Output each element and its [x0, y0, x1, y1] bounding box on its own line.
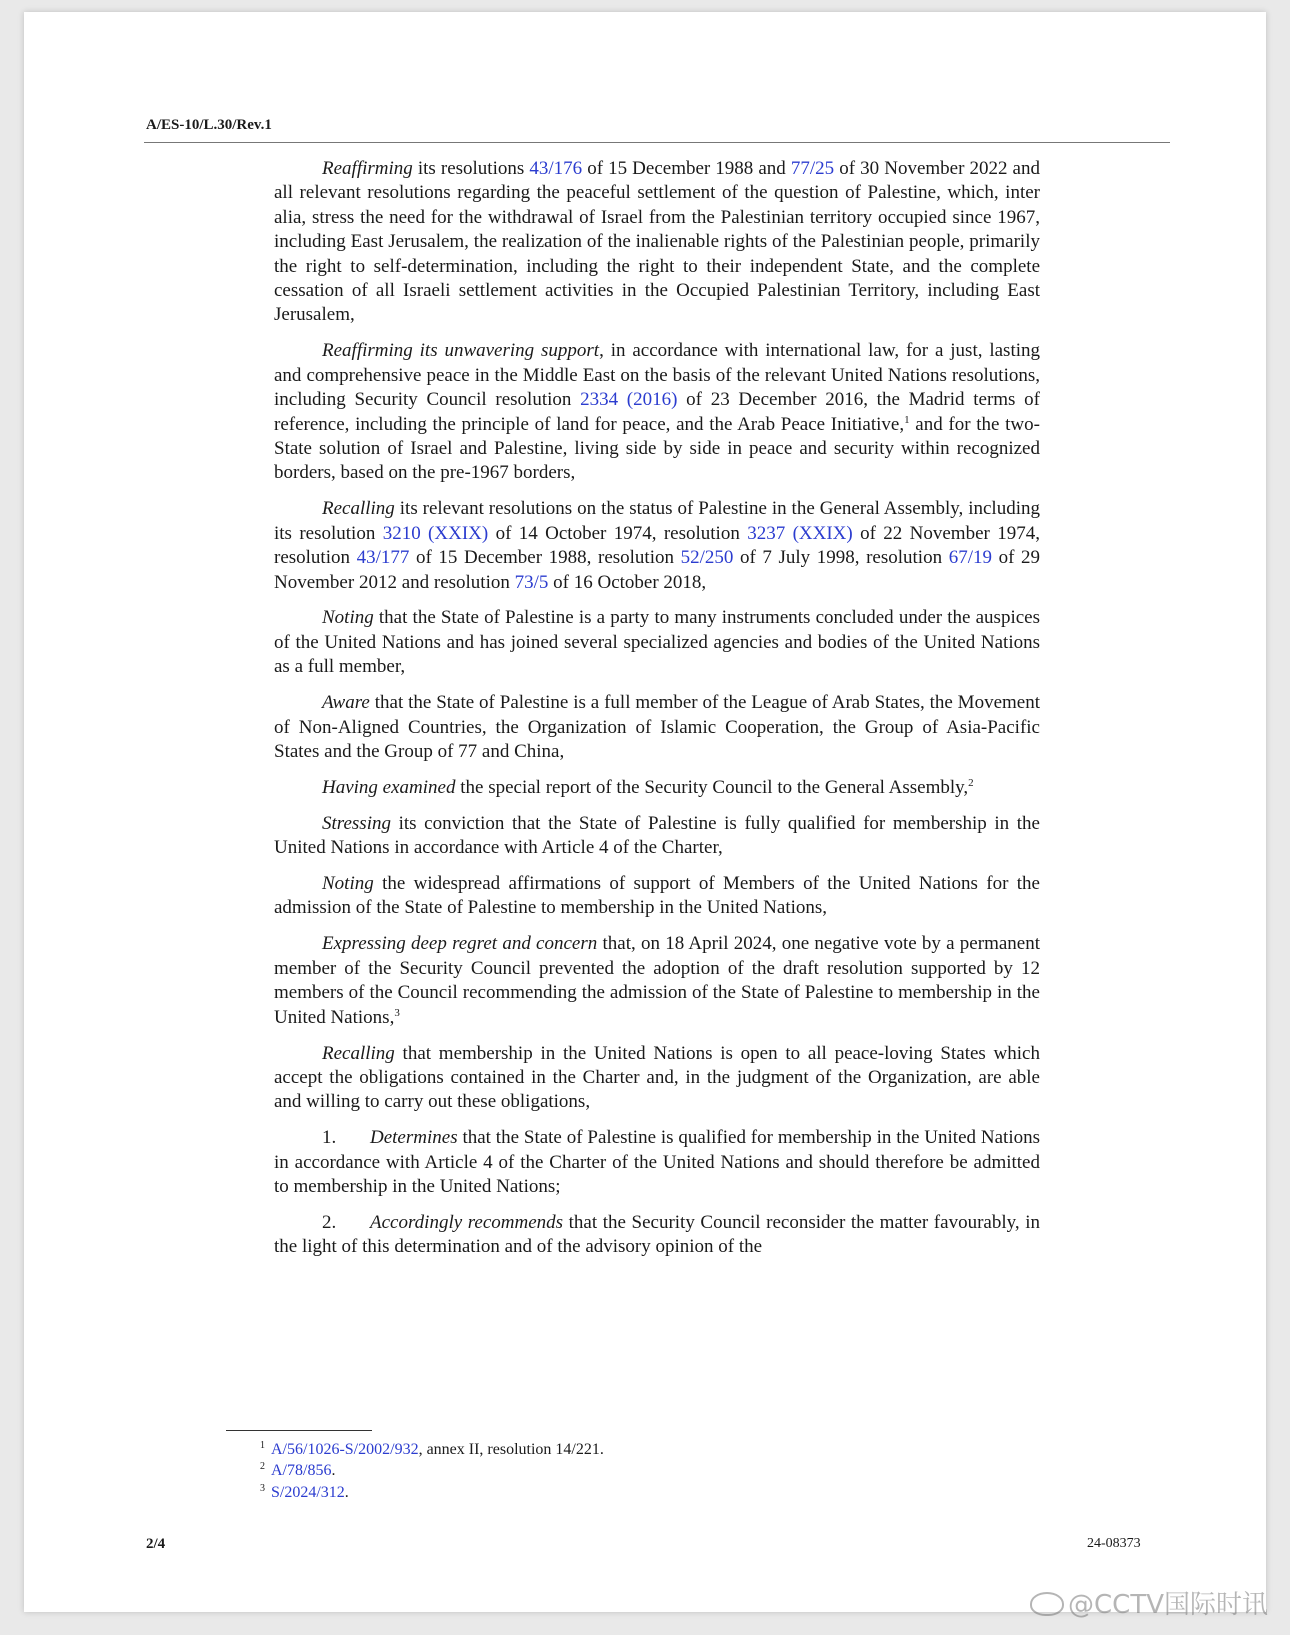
footnote-reference: 1 — [904, 413, 910, 426]
paragraph-text: its resolutions — [412, 158, 530, 179]
resolution-link[interactable]: 52/250 — [680, 547, 734, 569]
preambular-paragraph — [274, 691, 1040, 764]
preambular-paragraph — [274, 606, 1040, 679]
paragraph-text: its conviction that the State of Palestine is fully qualified for membership in the United Nations in accordance with Article 4 of the Charter, — [274, 812, 1040, 859]
footnote-text: . — [331, 1462, 336, 1480]
preambular-paragraph — [274, 339, 1040, 485]
paragraph-text: the widespread affirmations of support of Members of the United Nations for the admission of the State of Palestine to membership in the United Nations, — [274, 873, 1040, 919]
paragraph-lead: Accordingly recommends — [370, 1211, 564, 1233]
preambular-paragraph — [274, 812, 1040, 861]
paragraph-text: that the State of Palestine is a party to many instruments concluded under the auspices of the United Nations and has joined several specialized agencies and bodies of the United Nations as a full member, — [274, 607, 1040, 678]
page-number: 2/4 — [146, 1536, 166, 1552]
paragraph-text: of 7 July 1998, resolution — [733, 547, 949, 569]
watermark — [1030, 1584, 1268, 1621]
footnotes — [260, 1439, 604, 1503]
paragraph-text: that the Security Council reconsider the matter favourably, in the light of this determination and of the advisory opinion of the — [274, 1211, 1040, 1258]
paragraph-text: of 15 December 1988 and — [582, 158, 791, 179]
paragraph-text: its relevant resolutions on the status of Palestine in the General Assembly, including its resolution — [274, 498, 1040, 544]
paragraph-text: and for the two-State solution of Israel and Palestine, living side by side in peace and security within recognized borders, based on the pre-1967 borders, — [274, 413, 1040, 484]
paragraph-text: that membership in the United Nations is open to all peace-loving States which accept the obligations contained in the Charter and, in the judgment of the Organization, are able and willing to carry out these obligations, — [274, 1042, 1040, 1113]
watermark-text: @CCTV国际时讯 — [1068, 1590, 1268, 1620]
paragraph-text: that, on 18 April 2024, one negative vote by a permanent member of the Security Council prevented the adoption of the draft resolution supported by 12 members of the Council recommending the admission of the State of Palestine to membership in the United Nations, — [274, 933, 1040, 1028]
resolution-link[interactable]: 2334 (2016) — [580, 389, 678, 411]
paragraph-lead: Recalling — [322, 498, 395, 520]
resolution-link[interactable]: 43/176 — [529, 158, 583, 179]
resolution-link[interactable]: 3210 (XXIX) — [382, 522, 489, 544]
paragraph-lead: Noting — [322, 607, 374, 629]
paragraph-text: of 14 October 1974, resolution — [488, 522, 748, 544]
resolution-link[interactable]: 77/25 — [790, 158, 835, 179]
paragraph-lead: Recalling — [322, 1042, 395, 1064]
weibo-logo-icon — [1030, 1592, 1064, 1616]
paragraph-lead: Expressing deep regret and concern — [322, 933, 598, 955]
footnote-reference: 3 — [394, 1006, 400, 1019]
footnote-mark: 1 — [260, 1440, 265, 1451]
document-page — [24, 12, 1266, 1612]
paragraph-number: 1. — [322, 1127, 337, 1149]
footnote-reference: 2 — [968, 776, 974, 789]
document-symbol: A/ES-10/L.30/Rev.1 — [146, 117, 272, 133]
paragraph-text: of 29 November 2012 and resolution — [274, 547, 1040, 593]
paragraph-lead: Noting — [322, 873, 374, 895]
paragraph-text: , in accordance with international law, for a just, lasting and comprehensive peace in the Middle East on the basis of the relevant United Nations resolutions, including Security Council resolution — [274, 340, 1041, 411]
footnote-mark: 2 — [260, 1461, 265, 1473]
paragraph-text: that the State of Palestine is qualified for membership in the United Nations in accordance with Article 4 of the Charter of the United Nations and should therefore be admitted to membership in the United Nations; — [274, 1127, 1040, 1198]
header-divider — [144, 142, 1170, 143]
paragraph-number: 2. — [322, 1211, 337, 1233]
paragraph-lead: Reaffirming its unwavering support — [322, 340, 600, 362]
footnote — [260, 1460, 604, 1481]
preambular-paragraph — [274, 157, 1040, 328]
preambular-paragraph — [274, 932, 1040, 1030]
footnote — [260, 1482, 604, 1503]
paragraph-lead: Determines — [370, 1127, 458, 1149]
footnote-mark: 3 — [260, 1482, 265, 1494]
preambular-paragraph — [274, 1042, 1040, 1115]
preambular-paragraph — [274, 497, 1040, 595]
paragraph-lead: Aware — [322, 692, 370, 714]
paragraph-text: that the State of Palestine is a full member of the League of Arab States, the Movement of Non-Aligned Countries, the Organization of Islamic Cooperation, the Group of Asia-Pacific States and the Group of 77 and China, — [274, 692, 1040, 762]
footnote-divider — [226, 1430, 372, 1431]
document-body — [274, 157, 1040, 1271]
paragraph-text: of 15 December 1988, resolution — [409, 547, 681, 569]
paragraph-lead: Stressing — [322, 812, 391, 834]
footnote-link[interactable]: A/56/1026-S/2002/932 — [271, 1441, 419, 1458]
resolution-link[interactable]: 67/19 — [948, 547, 992, 569]
document-number: 24-08373 — [1087, 1536, 1141, 1551]
footnote-link[interactable]: S/2024/312 — [271, 1483, 345, 1501]
resolution-link[interactable]: 73/5 — [514, 571, 549, 593]
preambular-paragraph — [274, 776, 1040, 800]
paragraph-lead: Having examined — [322, 776, 456, 798]
footnote-text: . — [344, 1483, 349, 1501]
footnote — [260, 1439, 604, 1460]
paragraph-text: of 16 October 2018, — [548, 571, 707, 593]
paragraph-text: of 30 November 2022 and all relevant resolutions regarding the peaceful settlement of the question of Palestine, which, inter alia, stress the need for the withdrawal of Israel from the Palestinian territory occupied since 1967, including East Jerusalem, the realization of the inalienable rights of the Palestinian people, primarily the right to self-determination, including the right to their independent State, and the complete cessation of all Israeli settlement activities in the Occupied Palestinian Territory, including East Jerusalem, — [274, 158, 1040, 326]
paragraph-text: of 22 November 1974, resolution — [274, 522, 1040, 569]
paragraph-lead: Reaffirming — [322, 158, 413, 179]
preambular-paragraph — [274, 872, 1040, 921]
paragraph-text: of 23 December 2016, the Madrid terms of reference, including the principle of land for peace, and the Arab Peace Initiative, — [274, 389, 1040, 435]
resolution-link[interactable]: 3237 (XXIX) — [747, 522, 853, 544]
operative-paragraph — [274, 1126, 1040, 1199]
footnote-text: , annex II, resolution 14/221. — [418, 1441, 604, 1458]
operative-paragraph — [274, 1211, 1040, 1260]
resolution-link[interactable]: 43/177 — [356, 547, 410, 569]
footnote-link[interactable]: A/78/856 — [271, 1462, 332, 1480]
paragraph-text: the special report of the Security Council to the General Assembly, — [455, 776, 969, 798]
